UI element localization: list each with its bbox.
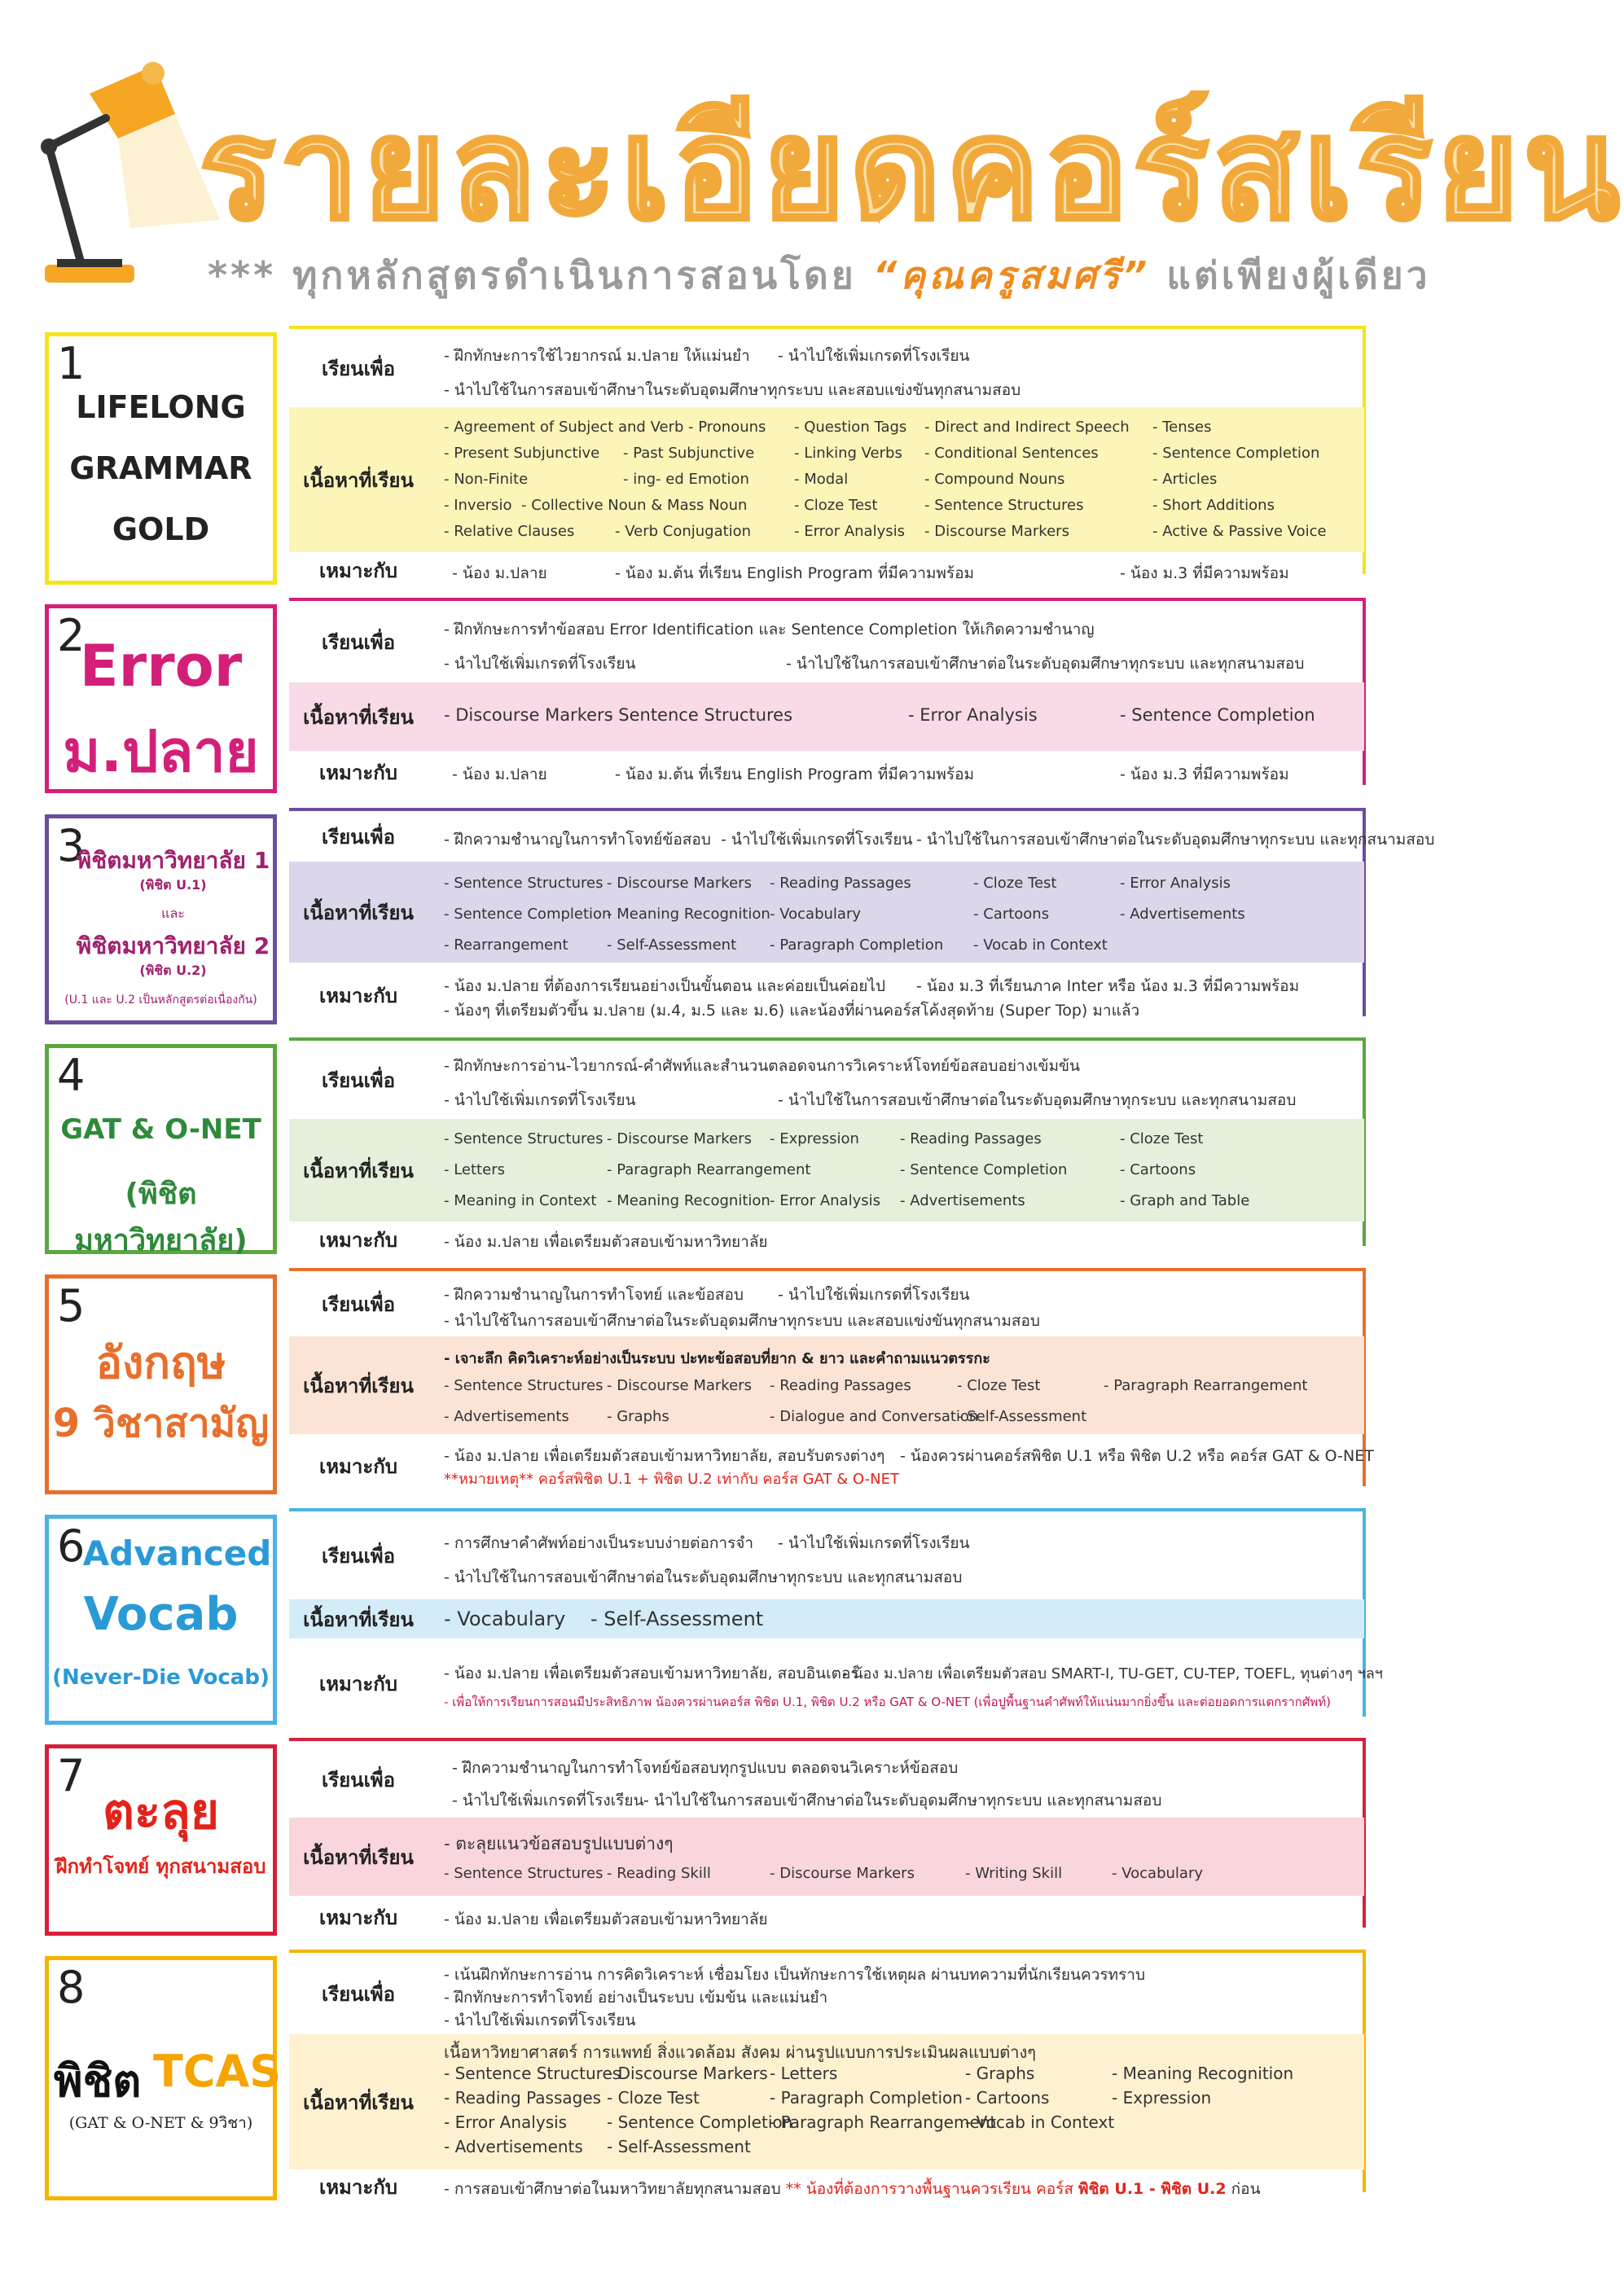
learn-item: - นำไปใช้ในการสอบเข้าศึกษาต่อในระดับอุดมศึกษาทุกระบบ และทุกสนามสอบ	[643, 1792, 1162, 1809]
subtitle-prefix: *** ทุกหลักสูตรดำเนินการสอนโดย	[208, 253, 873, 297]
content-item: - Paragraph Rearrangement	[1104, 1377, 1308, 1394]
content-item: - Reading Passages	[770, 1377, 911, 1394]
course-5-name-box	[45, 1274, 277, 1494]
learn-item: - นำไปใช้เพิ่มเกรดที่โรงเรียน	[452, 1792, 644, 1809]
course-name-line: (U.1 และ U.2 เป็นหลักสูตรต่อเนื่องกัน)	[64, 994, 257, 1007]
content-row	[289, 1119, 1364, 1222]
content-item: - Meaning Recognition	[607, 1192, 770, 1209]
content-item: - Discourse Markers	[607, 2064, 768, 2083]
course-6-top-line	[289, 1508, 1364, 1511]
content-heading: เนื้อหาวิทยาศาสตร์ การแพทย์ สิ่งแวดล้อม สังคม ผ่านรูปแบบการประเมินผลแบบต่างๆ	[444, 2042, 1036, 2062]
content-item: - Cartoons	[965, 2088, 1050, 2108]
course-1-name-box	[45, 332, 277, 585]
content-item: - Self-Assessment	[607, 2137, 751, 2156]
suit-warning: ** น้องที่ต้องการวางพื้นฐานควรเรียน คอร์ส	[785, 2180, 1073, 2198]
course-7-top-line	[289, 1738, 1364, 1741]
learn-item: - ฝึกความชำนาญในการทำโจทย์ข้อสอบ	[444, 831, 711, 849]
learn-item: - นำไปใช้เพิ่มเกรดที่โรงเรียน	[444, 1091, 636, 1109]
subtitle-suffix: แต่เพียงผู้เดียว	[1150, 253, 1431, 297]
content-item: - Sentence Structures	[444, 875, 604, 892]
learn-item: - นำไปใช้ในการสอบเข้าศึกษาต่อในระดับอุดมศึกษาทุกระบบ และทุกสนามสอบ	[778, 1091, 1297, 1109]
learn-item: - การศึกษาคำศัพท์อย่างเป็นระบบง่ายต่อการจำ	[444, 1534, 754, 1552]
content-item: - Sentence Structures	[924, 497, 1084, 514]
content-row	[289, 407, 1364, 552]
learn-row	[289, 1044, 1364, 1116]
course-5	[45, 1274, 1374, 1494]
course-name-line: Vocab	[83, 1588, 239, 1641]
suit-item: - น้อง ม.ปลาย	[452, 765, 547, 783]
course-name-line: อังกฤษ	[95, 1337, 226, 1388]
content-item: - Sentence Completion	[1152, 445, 1320, 462]
suit-label: เหมาะกับ	[319, 984, 397, 1007]
learn-item: - ฝึกความชำนาญในการทำโจทย์ข้อสอบทุกรูปแบบ ตลอดจนวิเคราะห์ข้อสอบ	[452, 1759, 959, 1777]
learn-item: - นำไปใช้ในการสอบเข้าศึกษาในระดับอุดมศึกษาทุกระบบ และสอบแข่งขันทุกสนามสอบ	[444, 381, 1021, 399]
content-item: - Direct and Indirect Speech	[924, 419, 1130, 436]
course-2-top-line	[289, 598, 1364, 601]
suit-label: เหมาะกับ	[319, 2175, 397, 2199]
course-6-name-box	[45, 1515, 277, 1725]
suit-row	[289, 754, 1364, 790]
content-item: - Sentence Structures	[444, 2064, 621, 2083]
content-item: - Sentence Structures	[444, 1377, 604, 1394]
learn-item: - ฝึกทักษะการใช้ไวยากรณ์ ม.ปลาย ให้แม่นยำ	[444, 347, 750, 365]
suit-item: - น้อง ม.ปลาย เพื่อเตรียมตัวสอบเข้ามหาวิทยาลัย, สอบอินเตอร์	[444, 1665, 859, 1682]
content-item: - Relative Clauses	[444, 523, 575, 540]
suit-item: - น้อง ม.3 ที่เรียนภาค Inter หรือ น้อง ม.3 ที่มีความพร้อม	[916, 977, 1300, 995]
content-item: - Modal	[794, 471, 849, 488]
content-item: - Paragraph Rearrangement	[607, 1161, 811, 1178]
content-item: - Graphs	[607, 1408, 669, 1425]
content-item: - Cloze Test	[607, 2088, 700, 2108]
course-number: 2	[57, 610, 86, 661]
content-item: - Cloze Test	[973, 875, 1057, 892]
course-3	[45, 814, 1435, 1024]
learn-item: - นำไปใช้เพิ่มเกรดที่โรงเรียน	[721, 831, 913, 849]
course-name-line: ตะลุย	[102, 1783, 220, 1840]
content-item: - Self-Assessment	[957, 1408, 1087, 1425]
content-item: - Active & Passive Voice	[1152, 523, 1327, 540]
suit-label: เหมาะกับ	[319, 761, 397, 784]
suit-item: - น้อง ม.ต้น ที่เรียน English Program ที่มีความพร้อม	[615, 564, 975, 582]
content-item: - Tenses	[1152, 419, 1212, 436]
content-item: - Meaning Recognition	[607, 906, 770, 923]
suit-item: - น้อง ม.ปลาย ที่ต้องการเรียนอย่างเป็นขั้นตอน และค่อยเป็นค่อยไป	[444, 977, 886, 995]
content-item: - Past Subjunctive	[623, 445, 755, 462]
content-item: - Self-Assessment	[607, 937, 737, 954]
content-item: - Discourse Markers	[924, 523, 1069, 540]
page-title: รายละเอียดคอร์สเรียน	[200, 87, 1624, 251]
content-item: - Reading Passages	[444, 2088, 602, 2108]
course-8-name-box	[45, 1956, 282, 2200]
content-label: เนื้อหาที่เรียน	[303, 1374, 414, 1397]
learn-item: - นำไปใช้ในการสอบเข้าศึกษาต่อในระดับอุดมศึกษาทุกระบบ และทุกสนามสอบ	[786, 655, 1305, 673]
content-label: เนื้อหาที่เรียน	[303, 705, 414, 729]
course-number: 1	[57, 338, 86, 389]
learn-row	[289, 1956, 1364, 2031]
content-item: - Discourse Markers	[607, 875, 752, 892]
learn-item: - นำไปใช้เพิ่มเกรดที่โรงเรียน	[778, 347, 970, 365]
content-label: เนื้อหาที่เรียน	[303, 468, 414, 492]
learn-item: - นำไปใช้ในการสอบเข้าศึกษาต่อในระดับอุดมศึกษาทุกระบบ และสอบแข่งขันทุกสนามสอบ	[444, 1312, 1040, 1330]
content-item: - Error Analysis	[444, 2112, 568, 2132]
course-1	[45, 332, 1364, 585]
content-item: - Graphs	[965, 2064, 1035, 2083]
content-label: เนื้อหาที่เรียน	[303, 1845, 414, 1869]
content-item: - Graph and Table	[1120, 1192, 1250, 1209]
content-heading: - เจาะลึก คิดวิเคราะห์อย่างเป็นระบบ ปะทะข้อสอบที่ยาก & ยาว และคำถามแนวตรรกะ	[444, 1350, 990, 1367]
content-item: - Paragraph Completion	[770, 2088, 963, 2108]
desk-lamp-icon	[33, 57, 220, 301]
course-note: - เพื่อให้การเรียนการสอนมีประสิทธิภาพ น้องควรผ่านคอร์ส พิชิต U.1, พิชิต U.2 หรือ GAT & O-NET (เพื่อปูพื้นฐานคำศัพท์ให้แน่นมากยิ่งขึ้น และต่อยอดการแตกรากศัพท์)	[444, 1695, 1331, 1709]
course-8-top-line	[289, 1950, 1364, 1953]
content-item: - Rearrangement	[444, 937, 568, 954]
learn-label: เรียนเพื่อ	[322, 1768, 395, 1792]
content-item: - Present Subjunctive	[444, 445, 600, 462]
course-3-top-line	[289, 808, 1364, 811]
suit-label: เหมาะกับ	[319, 1454, 397, 1478]
course-name-line: และ	[161, 906, 185, 921]
course-name-line: (พิชิต U.2)	[139, 963, 207, 978]
learn-item: - เน้นฝึกทักษะการอ่าน การคิดวิเคราะห์ เชื่อมโยง เป็นทักษะการใช้เหตุผล ผ่านบทความที่นักเรียนควรทราบ	[444, 1966, 1146, 1984]
learn-item: - ฝึกทักษะการทำข้อสอบ Error Identification และ Sentence Completion ให้เกิดความชำนาญ	[444, 621, 1095, 638]
content-item: - Sentence Completion	[444, 906, 612, 923]
learn-label: เรียนเพื่อ	[322, 630, 395, 654]
content-item: - Vocabulary	[770, 906, 861, 923]
course-name-line: Advanced	[82, 1533, 272, 1573]
suit-item: - น้อง ม.3 ที่มีความพร้อม	[1120, 564, 1289, 582]
content-item: - Vocab in Context	[965, 2112, 1115, 2132]
content-item: - Letters	[444, 1161, 505, 1178]
suit-row	[289, 1642, 1383, 1725]
content-item: - Sentence Completion	[1120, 705, 1315, 725]
content-row	[289, 682, 1364, 751]
suit-prereq: พิชิต U.1 - พิชิต U.2	[1078, 2180, 1227, 2198]
content-item: - Advertisements	[900, 1192, 1025, 1209]
course-number: 3	[57, 820, 86, 871]
suit-row	[289, 2173, 1364, 2200]
course-number: 4	[57, 1050, 86, 1101]
content-item: - Writing Skill	[965, 1865, 1063, 1882]
learn-item: - นำไปใช้เพิ่มเกรดที่โรงเรียน	[444, 2011, 636, 2029]
learn-item: - นำไปใช้ในการสอบเข้าศึกษาต่อในระดับอุดมศึกษาทุกระบบ และทุกสนามสอบ	[916, 831, 1435, 849]
content-item: - Sentence Completion	[607, 2112, 793, 2132]
suit-row	[289, 1437, 1374, 1494]
content-label: เนื้อหาที่เรียน	[303, 901, 414, 924]
content-label: เนื้อหาที่เรียน	[303, 1608, 414, 1631]
learn-row	[289, 332, 1364, 404]
content-item: - Reading Passages	[770, 875, 911, 892]
learn-label: เรียนเพื่อ	[322, 825, 395, 849]
course-number: 7	[57, 1750, 86, 1801]
content-item: - Reading Skill	[607, 1865, 711, 1882]
content-item: - Reading Passages	[900, 1130, 1042, 1147]
content-item: - Cloze Test	[794, 497, 878, 514]
course-name-line: GRAMMAR	[69, 450, 252, 486]
content-item: - Advertisements	[444, 1408, 569, 1425]
course-name-line: พิชิตมหาวิทยาลัย 1	[76, 847, 270, 874]
content-item: - Discourse Markers	[607, 1377, 752, 1394]
content-row	[289, 1599, 1364, 1638]
course-5-top-line	[289, 1268, 1364, 1271]
course-name-line: LIFELONG	[76, 389, 246, 425]
learn-item: - ฝึกความชำนาญในการทำโจทย์ และข้อสอบ	[444, 1286, 744, 1304]
learn-item: - นำไปใช้เพิ่มเกรดที่โรงเรียน	[778, 1534, 970, 1552]
content-item: - Sentence Structures	[444, 1865, 604, 1882]
content-heading: - ตะลุยแนวข้อสอบรูปแบบต่างๆ	[444, 1834, 674, 1853]
page-subtitle	[208, 246, 1431, 305]
course-3-name-box	[45, 814, 277, 1024]
course-name-line: ฝึกทำโจทย์ ทุกสนามสอบ	[55, 1855, 266, 1878]
content-item: - Conditional Sentences	[924, 445, 1099, 462]
content-item: - Expression	[1112, 2088, 1212, 2108]
course-number: 5	[57, 1280, 86, 1331]
content-item: - Discourse Markers	[444, 705, 613, 725]
content-item: - Meaning in Context	[444, 1192, 597, 1209]
suit-row	[289, 1899, 1364, 1936]
content-item: - Discourse Markers	[607, 1130, 752, 1147]
content-item: - Discourse Markers	[770, 1865, 915, 1882]
course-name-line: GOLD	[112, 511, 210, 547]
suit-label: เหมาะกับ	[319, 1672, 397, 1695]
learn-item: - ฝึกทักษะการอ่าน-ไวยากรณ์-คำศัพท์และสำนวนตลอดจนการวิเคราะห์โจทย์ข้อสอบอย่างเข้มข้น	[444, 1057, 1080, 1075]
suit-item: - น้อง ม.ปลาย เพื่อเตรียมตัวสอบ SMART-I, TU-GET, CU-TEP, TOEFL, ทุนต่างๆ ฯลฯ	[843, 1665, 1383, 1682]
learn-row	[289, 1744, 1364, 1814]
content-item: - Self-Assessment	[590, 1608, 764, 1630]
suit-row	[289, 966, 1364, 1024]
suit-line	[444, 2177, 1356, 2201]
course-4-top-line	[289, 1037, 1364, 1041]
suit-item: - น้อง ม.ปลาย เพื่อเตรียมตัวสอบเข้ามหาวิทยาลัย	[444, 1910, 768, 1928]
content-row	[289, 862, 1364, 963]
content-item: - Vocabulary	[1112, 1865, 1203, 1882]
course-number: 6	[57, 1520, 86, 1572]
learn-label: เรียนเพื่อ	[322, 1982, 395, 2006]
suit-item: - น้อง ม.ปลาย เพื่อเตรียมตัวสอบเข้ามหาวิทยาลัย, สอบรับตรงต่างๆ	[444, 1447, 885, 1465]
course-2	[45, 604, 1364, 793]
course-4-name-box	[45, 1044, 277, 1257]
content-item: - Cloze Test	[1120, 1130, 1204, 1147]
course-note: **หมายเหตุ** คอร์สพิชิต U.1 + พิชิต U.2 เท่ากับ คอร์ส GAT & O-NET	[444, 1471, 899, 1488]
content-row	[289, 1336, 1364, 1434]
content-item: - Non-Finite	[444, 471, 529, 488]
suit-label: เหมาะกับ	[319, 559, 397, 582]
course-name-line: (Never-Die Vocab)	[52, 1665, 270, 1690]
learn-item: - นำไปใช้ในการสอบเข้าศึกษาต่อในระดับอุดมศึกษาทุกระบบ และทุกสนามสอบ	[444, 1568, 963, 1586]
content-item: - Error Analysis	[908, 705, 1038, 725]
content-label: เนื้อหาที่เรียน	[303, 2090, 414, 2114]
content-item: - Advertisements	[1120, 906, 1245, 923]
content-item: - Error Analysis	[770, 1192, 880, 1209]
suit-item: ก่อน	[1231, 2180, 1261, 2198]
course-name-line: (GAT & O-NET & 9วิชา)	[68, 2114, 253, 2132]
content-item: - Inversio	[444, 497, 512, 514]
course-8	[45, 1956, 1364, 2200]
course-4	[45, 1044, 1364, 1257]
learn-label: เรียนเพื่อ	[322, 1068, 395, 1092]
content-item: - Cartoons	[1120, 1161, 1196, 1178]
course-2-name-box	[45, 604, 277, 793]
learn-row	[289, 814, 1435, 858]
suit-item: - น้อง ม.ต้น ที่เรียน English Program ที่มีความพร้อม	[615, 765, 975, 783]
course-1-top-line	[289, 326, 1364, 329]
content-item: - Sentence Structures	[607, 705, 793, 725]
content-label: เนื้อหาที่เรียน	[303, 1159, 414, 1182]
content-item: - Cartoons	[973, 906, 1050, 923]
learn-item: - นำไปใช้เพิ่มเกรดที่โรงเรียน	[444, 655, 636, 673]
page-header	[0, 0, 1624, 318]
suit-label: เหมาะกับ	[319, 1228, 397, 1252]
learn-row	[289, 604, 1364, 679]
content-item: - Sentence Structures	[444, 1130, 604, 1147]
content-item: - Pronouns	[688, 419, 766, 436]
course-name-line: 9 วิชาสามัญ	[52, 1401, 270, 1446]
content-item: - Short Additions	[1152, 497, 1275, 514]
content-item: - Letters	[770, 2064, 838, 2083]
suit-row	[289, 555, 1364, 585]
learn-item: - นำไปใช้เพิ่มเกรดที่โรงเรียน	[778, 1286, 970, 1304]
course-7-name-box	[45, 1744, 277, 1936]
content-item: - Dialogue and Conversation	[770, 1408, 979, 1425]
course-name-line: ม.ปลาย	[63, 718, 259, 785]
content-item: - Agreement of Subject and Verb	[444, 419, 684, 436]
suit-item: - การสอบเข้าศึกษาต่อในมหาวิทยาลัยทุกสนามสอบ	[444, 2180, 781, 2198]
content-item: - Articles	[1152, 471, 1218, 488]
content-item: - Question Tags	[794, 419, 907, 436]
content-item: - Linking Verbs	[794, 445, 902, 462]
content-item: - Expression	[770, 1130, 859, 1147]
content-row	[289, 1818, 1364, 1896]
suit-item: - น้อง ม.3 ที่มีความพร้อม	[1120, 765, 1289, 783]
suit-item: - น้อง ม.ปลาย	[452, 564, 547, 582]
content-item: - Advertisements	[444, 2137, 583, 2156]
content-item: - Paragraph Rearrangement	[770, 2112, 997, 2132]
content-row	[289, 2034, 1364, 2169]
course-name-line: พิชิต	[54, 2055, 142, 2107]
content-item: - Error Analysis	[794, 523, 905, 540]
learn-item: - ฝึกทักษะการทำโจทย์ อย่างเป็นระบบ เข้มข้น และแม่นยำ	[444, 1989, 828, 2007]
content-item: - Verb Conjugation	[615, 523, 752, 540]
content-item: - Vocab in Context	[973, 937, 1108, 954]
content-item: - Sentence Completion	[900, 1161, 1068, 1178]
content-item: - Cloze Test	[957, 1377, 1041, 1394]
content-item: - Error Analysis	[1120, 875, 1231, 892]
course-name-line: GAT & O-NET	[60, 1113, 261, 1146]
course-name-line: พิชิตมหาวิทยาลัย 2	[76, 932, 270, 959]
content-item: - Paragraph Completion	[770, 937, 944, 954]
course-name-line: Error	[79, 633, 243, 700]
course-number: 8	[57, 1962, 86, 2013]
suit-item: - น้อง ม.ปลาย เพื่อเตรียมตัวสอบเข้ามหาวิทยาลัย	[444, 1233, 768, 1251]
content-item: - Meaning Recognition	[1112, 2064, 1294, 2083]
learn-label: เรียนเพื่อ	[322, 1544, 395, 1568]
teacher-name: “คุณครูสมศรี”	[872, 253, 1151, 297]
course-7	[45, 1744, 1364, 1936]
suit-row	[289, 1225, 1364, 1254]
course-name-line: (พิชิต U.1)	[139, 877, 207, 893]
content-item: - ing- ed Emotion	[623, 471, 749, 488]
suit-label: เหมาะกับ	[319, 1906, 397, 1929]
content-item: - Collective Noun & Mass Noun	[521, 497, 748, 514]
suit-item: - น้องๆ ที่เตรียมตัวขึ้น ม.ปลาย (ม.4, ม.5 และ ม.6) และน้องที่ผ่านคอร์สโค้งสุดท้าย (Super Top) มาแล้ว	[444, 1002, 1140, 1020]
course-6	[45, 1515, 1383, 1725]
learn-label: เรียนเพื่อ	[322, 1292, 395, 1316]
learn-row	[289, 1515, 1364, 1596]
content-item: - Compound Nouns	[924, 471, 1065, 488]
course-name-line: (พิชิตมหาวิทยาลัย)	[74, 1178, 248, 1257]
suit-item: - น้องควรผ่านคอร์สพิชิต U.1 หรือ พิชิต U.2 หรือ คอร์ส GAT & O-NET	[900, 1447, 1374, 1465]
content-item: - Vocabulary	[444, 1608, 566, 1630]
learn-row	[289, 1274, 1364, 1333]
learn-label: เรียนเพื่อ	[322, 357, 395, 380]
course-name-line: TCAS	[153, 2046, 282, 2097]
